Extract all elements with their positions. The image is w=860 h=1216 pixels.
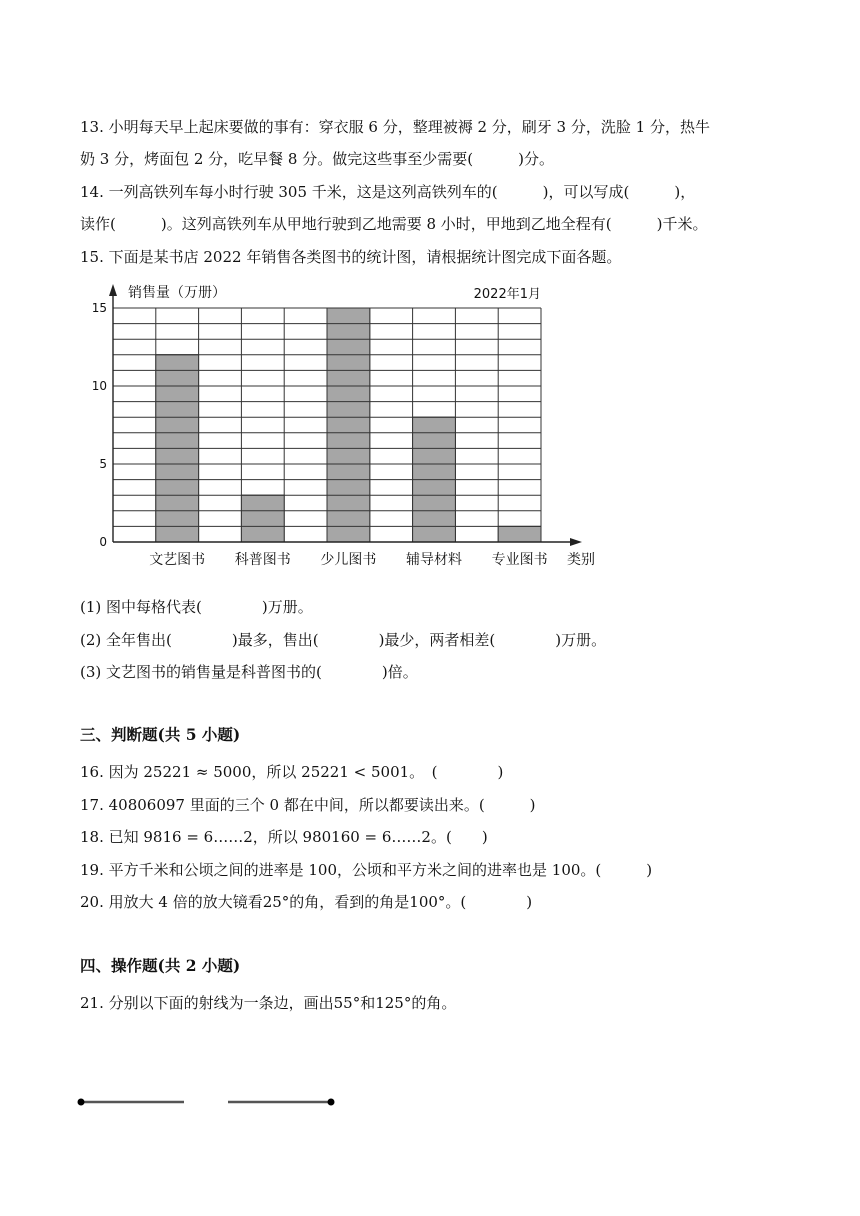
section-4-heading: 四、操作题(共 2 小题) xyxy=(80,956,241,975)
x-category-label: 少儿图书 xyxy=(320,552,377,568)
x-category-label: 文艺图书 xyxy=(149,552,206,568)
question-17: 17. 40806097 里面的三个 0 都在中间，所以都要读出来。( ) xyxy=(80,796,536,814)
question-13-line-1: 13. 小明每天早上起床要做的事有：穿衣服 6 分，整理被褥 2 分，刷牙 3 分，洗脸 1 分，热牛 xyxy=(80,118,710,136)
bar-3 xyxy=(327,308,370,542)
question-20: 20. 用放大 4 倍的放大镜看25°的角，看到的角是100°。( ) xyxy=(80,893,533,911)
x-axis-title: 类别 xyxy=(567,552,595,568)
chart-title: 2022年1月 xyxy=(473,287,541,302)
book-sales-bar-chart xyxy=(84,282,614,572)
y-tick-label: 15 xyxy=(91,301,107,315)
question-13-line-2: 奶 3 分，烤面包 2 分，吃早餐 8 分。做完这些事至少需要( )分。 xyxy=(80,150,554,168)
y-tick-label: 0 xyxy=(99,535,107,549)
question-15-sub-3: (3) 文艺图书的销售量是科普图书的( )倍。 xyxy=(80,663,418,681)
x-axis-arrow xyxy=(570,538,582,546)
chart-bars xyxy=(156,308,541,542)
rays-figure xyxy=(70,1090,350,1114)
y-axis-arrow xyxy=(109,284,117,296)
x-category-label: 专业图书 xyxy=(491,552,548,568)
x-category-label: 辅导材料 xyxy=(406,552,462,568)
question-16: 16. 因为 25221 ≈ 5000，所以 25221 < 5001。 ( ) xyxy=(80,763,504,781)
question-21: 21. 分别以下面的射线为一条边，画出55°和125°的角。 xyxy=(80,994,457,1012)
ray-left-endpoint xyxy=(78,1099,85,1106)
question-14-line-2: 读作( )。这列高铁列车从甲地行驶到乙地需要 8 小时，甲地到乙地全程有( )千米。 xyxy=(80,215,708,233)
ray-right-endpoint xyxy=(328,1099,335,1106)
bar-5 xyxy=(498,526,541,542)
question-15-sub-1: (1) 图中每格代表( )万册。 xyxy=(80,598,313,616)
question-15-sub-2: (2) 全年售出( )最多，售出( )最少，两者相差( )万册。 xyxy=(80,631,607,649)
y-axis-title: 销售量（万册） xyxy=(128,285,226,301)
question-19: 19. 平方千米和公顷之间的进率是 100，公顷和平方米之间的进率也是 100。( ) xyxy=(80,861,653,879)
question-14-line-1: 14. 一列高铁列车每小时行驶 305 千米，这是这列高铁列车的( )，可以写成( )， xyxy=(80,183,696,201)
question-15: 15. 下面是某书店 2022 年销售各类图书的统计图，请根据统计图完成下面各题。 xyxy=(80,248,622,266)
y-tick-label: 10 xyxy=(91,379,107,393)
question-18: 18. 已知 9816 = 6……2，所以 980160 = 6……2。( ) xyxy=(80,828,488,846)
section-3-heading: 三、判断题(共 5 小题) xyxy=(80,725,241,744)
y-tick-label: 5 xyxy=(99,457,107,471)
bar-2 xyxy=(241,495,284,542)
x-category-label: 科普图书 xyxy=(234,552,291,568)
